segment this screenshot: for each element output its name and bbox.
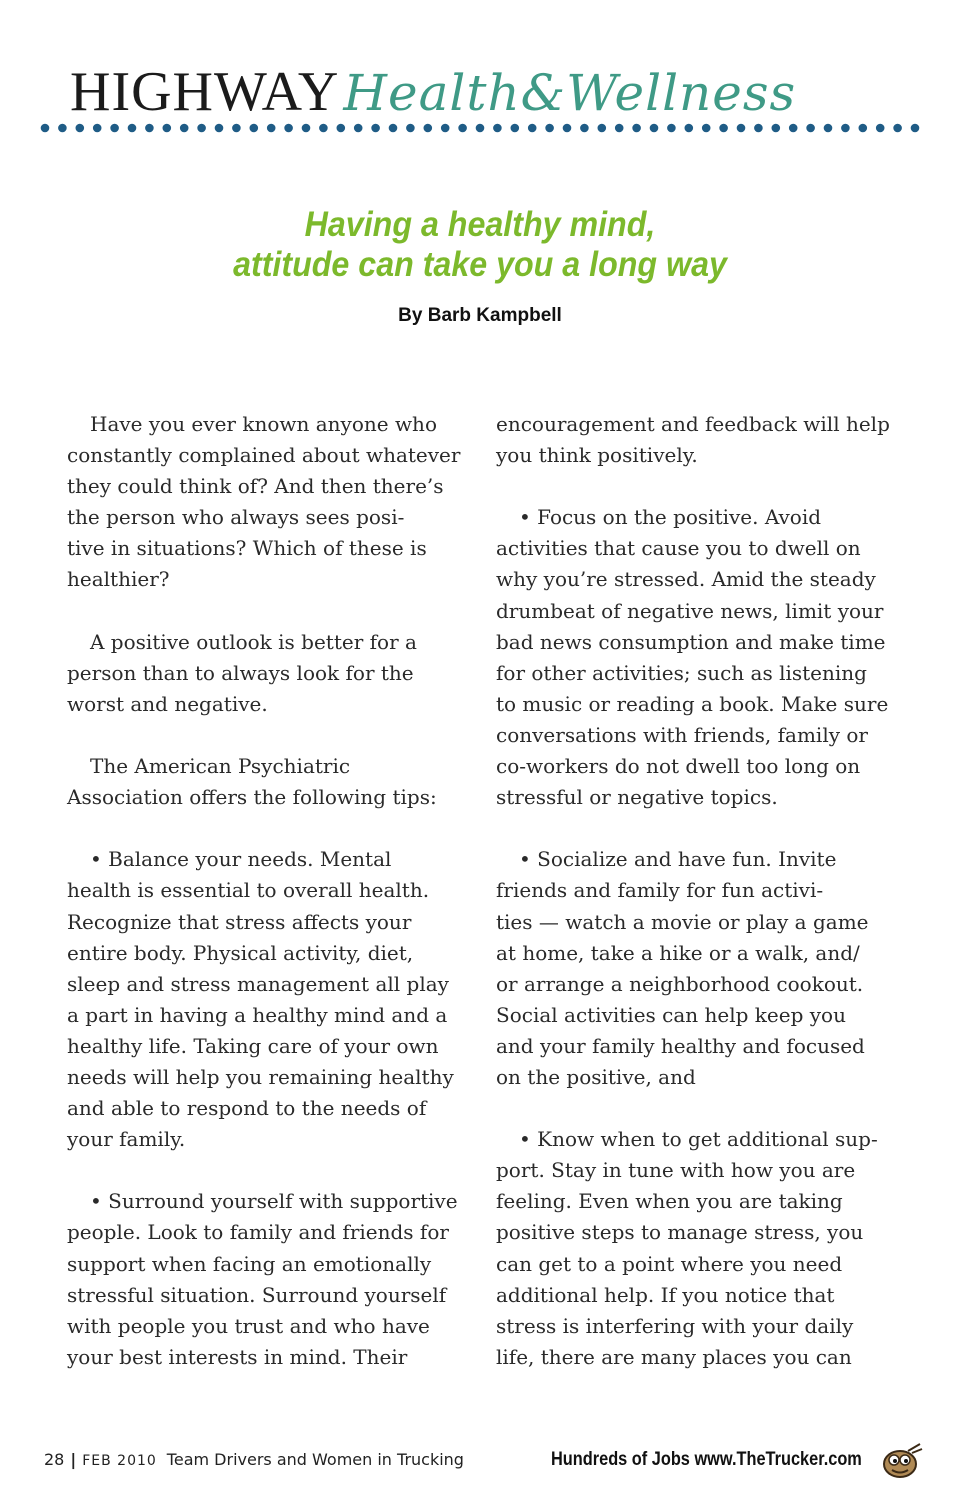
text-line: feeling. Even when you are taking [496,1189,843,1214]
text-line: a part in having a healthy mind and a [67,1002,448,1027]
rule-dot [76,124,85,133]
bug-mascot-icon [878,1442,924,1480]
rule-dot [406,124,415,133]
text-line: you think positively. [496,443,698,468]
footer-separator: | [70,1450,77,1469]
text-line: and able to respond to the needs of [67,1096,427,1121]
article-byline: By Barb Kampbell [398,305,562,326]
text-line: worst and negative. [67,691,268,716]
rule-dot [789,124,798,133]
rule-dot [563,124,572,133]
text-line: entire body. Physical activity, diet, [67,940,414,965]
rule-dot [667,124,676,133]
text-line: tive in situations? Which of these is [67,536,427,561]
rule-dot [41,124,50,133]
text-line: Association offers the following tips: [67,785,437,810]
rule-dot [354,124,363,133]
headline-line: attitude can take you a long way [233,245,727,284]
paragraph-gap [67,720,467,751]
text-line: encouragement and feedback will help [496,412,890,436]
rule-dot [319,124,328,133]
text-line: activities that cause you to dwell on [496,536,861,561]
rule-dot [772,124,781,133]
rule-dot [302,124,311,133]
text-line: on the positive, and [496,1064,696,1089]
rule-dot [893,124,902,133]
text-line: your family. [67,1127,186,1152]
rule-dot [598,124,607,133]
rule-dot [685,124,694,133]
paragraph-gap [67,596,467,627]
rule-dot [824,124,833,133]
rule-dot [650,124,659,133]
text-line: The American Psychiatric [90,754,351,779]
text-line: person than to always look for the [67,660,414,685]
rule-dot [580,124,589,133]
rule-dot [476,124,485,133]
rule-dot [371,124,380,133]
text-line: bad news consumption and make time [496,629,886,654]
text-line: ties — watch a movie or play a game [496,909,869,934]
text-line: sleep and stress management all play [67,971,449,996]
text-line: • Balance your needs. Mental [90,847,392,872]
text-line: support when facing an emotionally [67,1251,432,1276]
rule-dot [632,124,641,133]
headline-line: Having a healthy mind, [304,205,656,244]
text-line: • Know when to get additional sup- [519,1127,878,1152]
text-line: A positive outlook is better for a [90,629,417,654]
rule-dot [806,124,815,133]
rule-dot [737,124,746,133]
rule-dot [337,124,346,133]
rule-dot [545,124,554,133]
masthead-subtitle: Health&Wellness [343,64,797,122]
text-line: stress is interfering with your daily [496,1313,854,1338]
section-title: Team Drivers and Women in Trucking [166,1450,464,1469]
page-number: 28 [44,1450,65,1469]
paragraph-gap [496,471,896,502]
text-line: they could think of? And then there’s [67,474,444,499]
text-line: at home, take a hike or a walk, and/ [496,940,860,965]
rule-dot [389,124,398,133]
text-line: Recognize that stress affects your [67,909,412,934]
text-line: • Focus on the positive. Avoid [519,505,822,530]
rule-dot [754,124,763,133]
rule-dot [511,124,520,133]
rule-dot [911,124,920,133]
rule-dot [180,124,189,133]
text-line: the person who always sees posi- [67,505,405,530]
text-line: stressful situation. Surround yourself [67,1282,447,1307]
paragraph-gap [496,1093,896,1124]
rule-dot [197,124,206,133]
rule-dot [58,124,67,133]
article-column-right [496,409,896,1373]
text-line: • Socialize and have fun. Invite [519,847,837,872]
rule-dot [145,124,154,133]
text-line: constantly complained about whatever [67,443,461,468]
masthead [70,60,900,123]
paragraph-gap [67,1155,467,1186]
paragraph-gap [496,813,896,844]
text-line: co-workers do not dwell too long on [496,754,861,779]
rule-dot [93,124,102,133]
rule-dot [876,124,885,133]
rule-dot [128,124,137,133]
rule-dot [841,124,850,133]
text-line: port. Stay in tune with how you are [496,1158,856,1183]
text-line: Social activities can help keep you [496,1002,846,1027]
rule-dot [110,124,119,133]
text-line: • Surround yourself with supportive [90,1189,458,1214]
rule-dot [424,124,433,133]
rule-dot [267,124,276,133]
rule-dot [493,124,502,133]
masthead-title: HIGHWAY [70,61,340,123]
rule-dot [441,124,450,133]
article-headline [38,205,921,285]
text-line: for other activities; such as listening [496,660,867,685]
paragraph-gap [67,813,467,844]
text-line: additional help. If you notice that [496,1282,835,1307]
article-column-left [67,409,467,1373]
text-line: people. Look to family and friends for [67,1220,449,1245]
text-line: or arrange a neighborhood cookout. [496,971,864,996]
text-line: healthy life. Taking care of your own [67,1033,439,1058]
text-line: health is essential to overall health. [67,878,430,903]
rule-dot [250,124,259,133]
rule-dot [458,124,467,133]
dotted-rule [40,122,922,134]
text-line: healthier? [67,567,170,592]
text-line: Have you ever known anyone who [90,412,437,436]
text-line: drumbeat of negative news, limit your [496,598,884,623]
text-line: conversations with friends, family or [496,722,868,747]
rule-dot [215,124,224,133]
text-line: why you’re stressed. Amid the steady [496,567,876,592]
text-line: stressful or negative topics. [496,785,778,810]
text-line: life, there are many places you can [496,1344,852,1369]
rule-dot [702,124,711,133]
rule-dot [528,124,537,133]
text-line: positive steps to manage stress, you [496,1220,864,1245]
issue-date: FEB 2010 [82,1453,157,1469]
text-line: needs will help you remaining healthy [67,1064,454,1089]
text-line: can get to a point where you need [496,1251,843,1276]
rule-dot [232,124,241,133]
jobs-website-link[interactable]: Hundreds of Jobs www.TheTrucker.com [551,1449,862,1470]
text-line: with people you trust and who have [67,1313,430,1338]
rule-dot [719,124,728,133]
page-footer-left [44,1450,464,1469]
text-line: friends and family for fun activi- [496,878,824,903]
text-line: and your family healthy and focused [496,1033,865,1058]
rule-dot [859,124,868,133]
rule-dot [284,124,293,133]
text-line: your best interests in mind. Their [67,1344,408,1369]
text-line: to music or reading a book. Make sure [496,691,889,716]
rule-dot [163,124,172,133]
rule-dot [615,124,624,133]
